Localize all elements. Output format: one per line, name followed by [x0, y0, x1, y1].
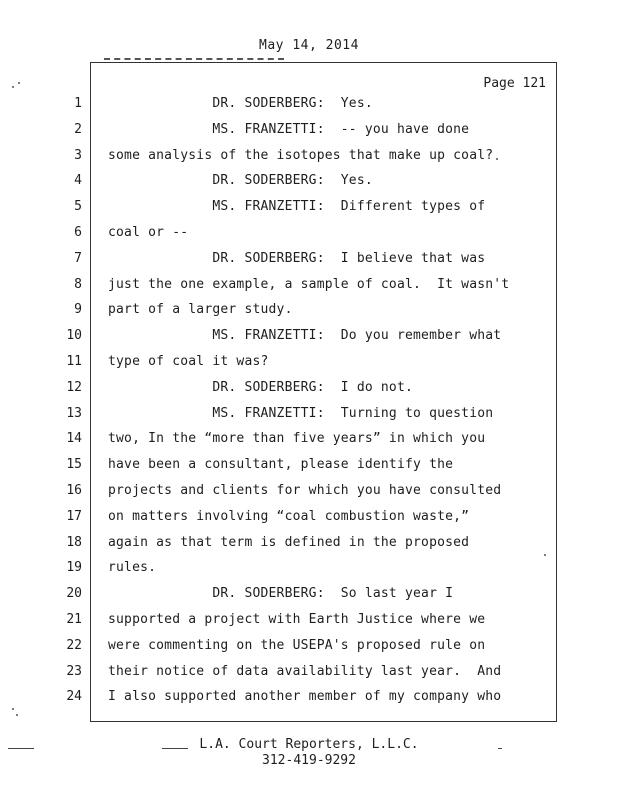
- line-number: 23: [66, 664, 82, 679]
- line-text: two, In the “more than five years” in which you: [108, 431, 486, 446]
- line-text: DR. SODERBERG: Yes.: [108, 96, 373, 111]
- line-number: 22: [66, 638, 82, 653]
- line-number: 9: [74, 302, 82, 317]
- line-number: 21: [66, 612, 82, 627]
- line-number: 13: [66, 406, 82, 421]
- line-number: 15: [66, 457, 82, 472]
- line-number: 6: [74, 225, 82, 240]
- scan-speck: [12, 86, 14, 88]
- line-number: 10: [66, 328, 82, 343]
- footer-company: L.A. Court Reporters, L.L.C.: [199, 737, 419, 752]
- line-number: 17: [66, 509, 82, 524]
- header-date: May 14, 2014: [259, 38, 359, 53]
- line-text: again as that term is defined in the proposed: [108, 535, 470, 550]
- line-text: were commenting on the USEPA's proposed rule on: [108, 638, 486, 653]
- line-number: 8: [74, 277, 82, 292]
- line-text: MS. FRANZETTI: Turning to question: [108, 406, 494, 421]
- line-text: just the one example, a sample of coal. It wasn't: [108, 277, 510, 292]
- line-number: 18: [66, 535, 82, 550]
- line-text: coal or --: [108, 225, 189, 240]
- line-text: DR. SODERBERG: I do not.: [108, 380, 414, 395]
- scan-mark: [498, 748, 502, 749]
- line-number: 16: [66, 483, 82, 498]
- line-number: 2: [74, 122, 82, 137]
- line-number: 24: [66, 689, 82, 704]
- line-text: rules.: [108, 560, 157, 575]
- line-number: 14: [66, 431, 82, 446]
- line-text: supported a project with Earth Justice where we: [108, 612, 486, 627]
- line-text: MS. FRANZETTI: Different types of: [108, 199, 486, 214]
- line-number: 20: [66, 586, 82, 601]
- line-text: on matters involving “coal combustion waste,”: [108, 509, 470, 524]
- footer-phone: 312-419-9292: [262, 753, 356, 768]
- line-text: part of a larger study.: [108, 302, 293, 317]
- line-number: 4: [74, 173, 82, 188]
- line-number: 1: [74, 96, 82, 111]
- page-label: Page 121: [483, 76, 546, 91]
- line-text: DR. SODERBERG: Yes.: [108, 173, 373, 188]
- line-text: their notice of data availability last year. And: [108, 664, 502, 679]
- scan-speck: [18, 82, 20, 84]
- line-text: some analysis of the isotopes that make up coal?: [108, 148, 494, 163]
- line-text: type of coal it was?: [108, 354, 269, 369]
- line-text: have been a consultant, please identify the: [108, 457, 454, 472]
- line-text: I also supported another member of my company who: [108, 689, 502, 704]
- scan-mark: [8, 748, 34, 749]
- scan-speck: [16, 714, 18, 716]
- line-text: DR. SODERBERG: I believe that was: [108, 251, 486, 266]
- line-text: projects and clients for which you have consulted: [108, 483, 502, 498]
- line-number: 11: [66, 354, 82, 369]
- line-text: MS. FRANZETTI: Do you remember what: [108, 328, 502, 343]
- scan-speck: [544, 554, 546, 556]
- scan-mark: [162, 748, 188, 749]
- line-number: 19: [66, 560, 82, 575]
- line-number: 3: [74, 148, 82, 163]
- line-number: 12: [66, 380, 82, 395]
- scan-speck: [12, 708, 14, 710]
- line-number: 5: [74, 199, 82, 214]
- line-number: 7: [74, 251, 82, 266]
- line-text: DR. SODERBERG: So last year I: [108, 586, 454, 601]
- line-text: MS. FRANZETTI: -- you have done: [108, 122, 470, 137]
- scan-speck: [496, 158, 498, 160]
